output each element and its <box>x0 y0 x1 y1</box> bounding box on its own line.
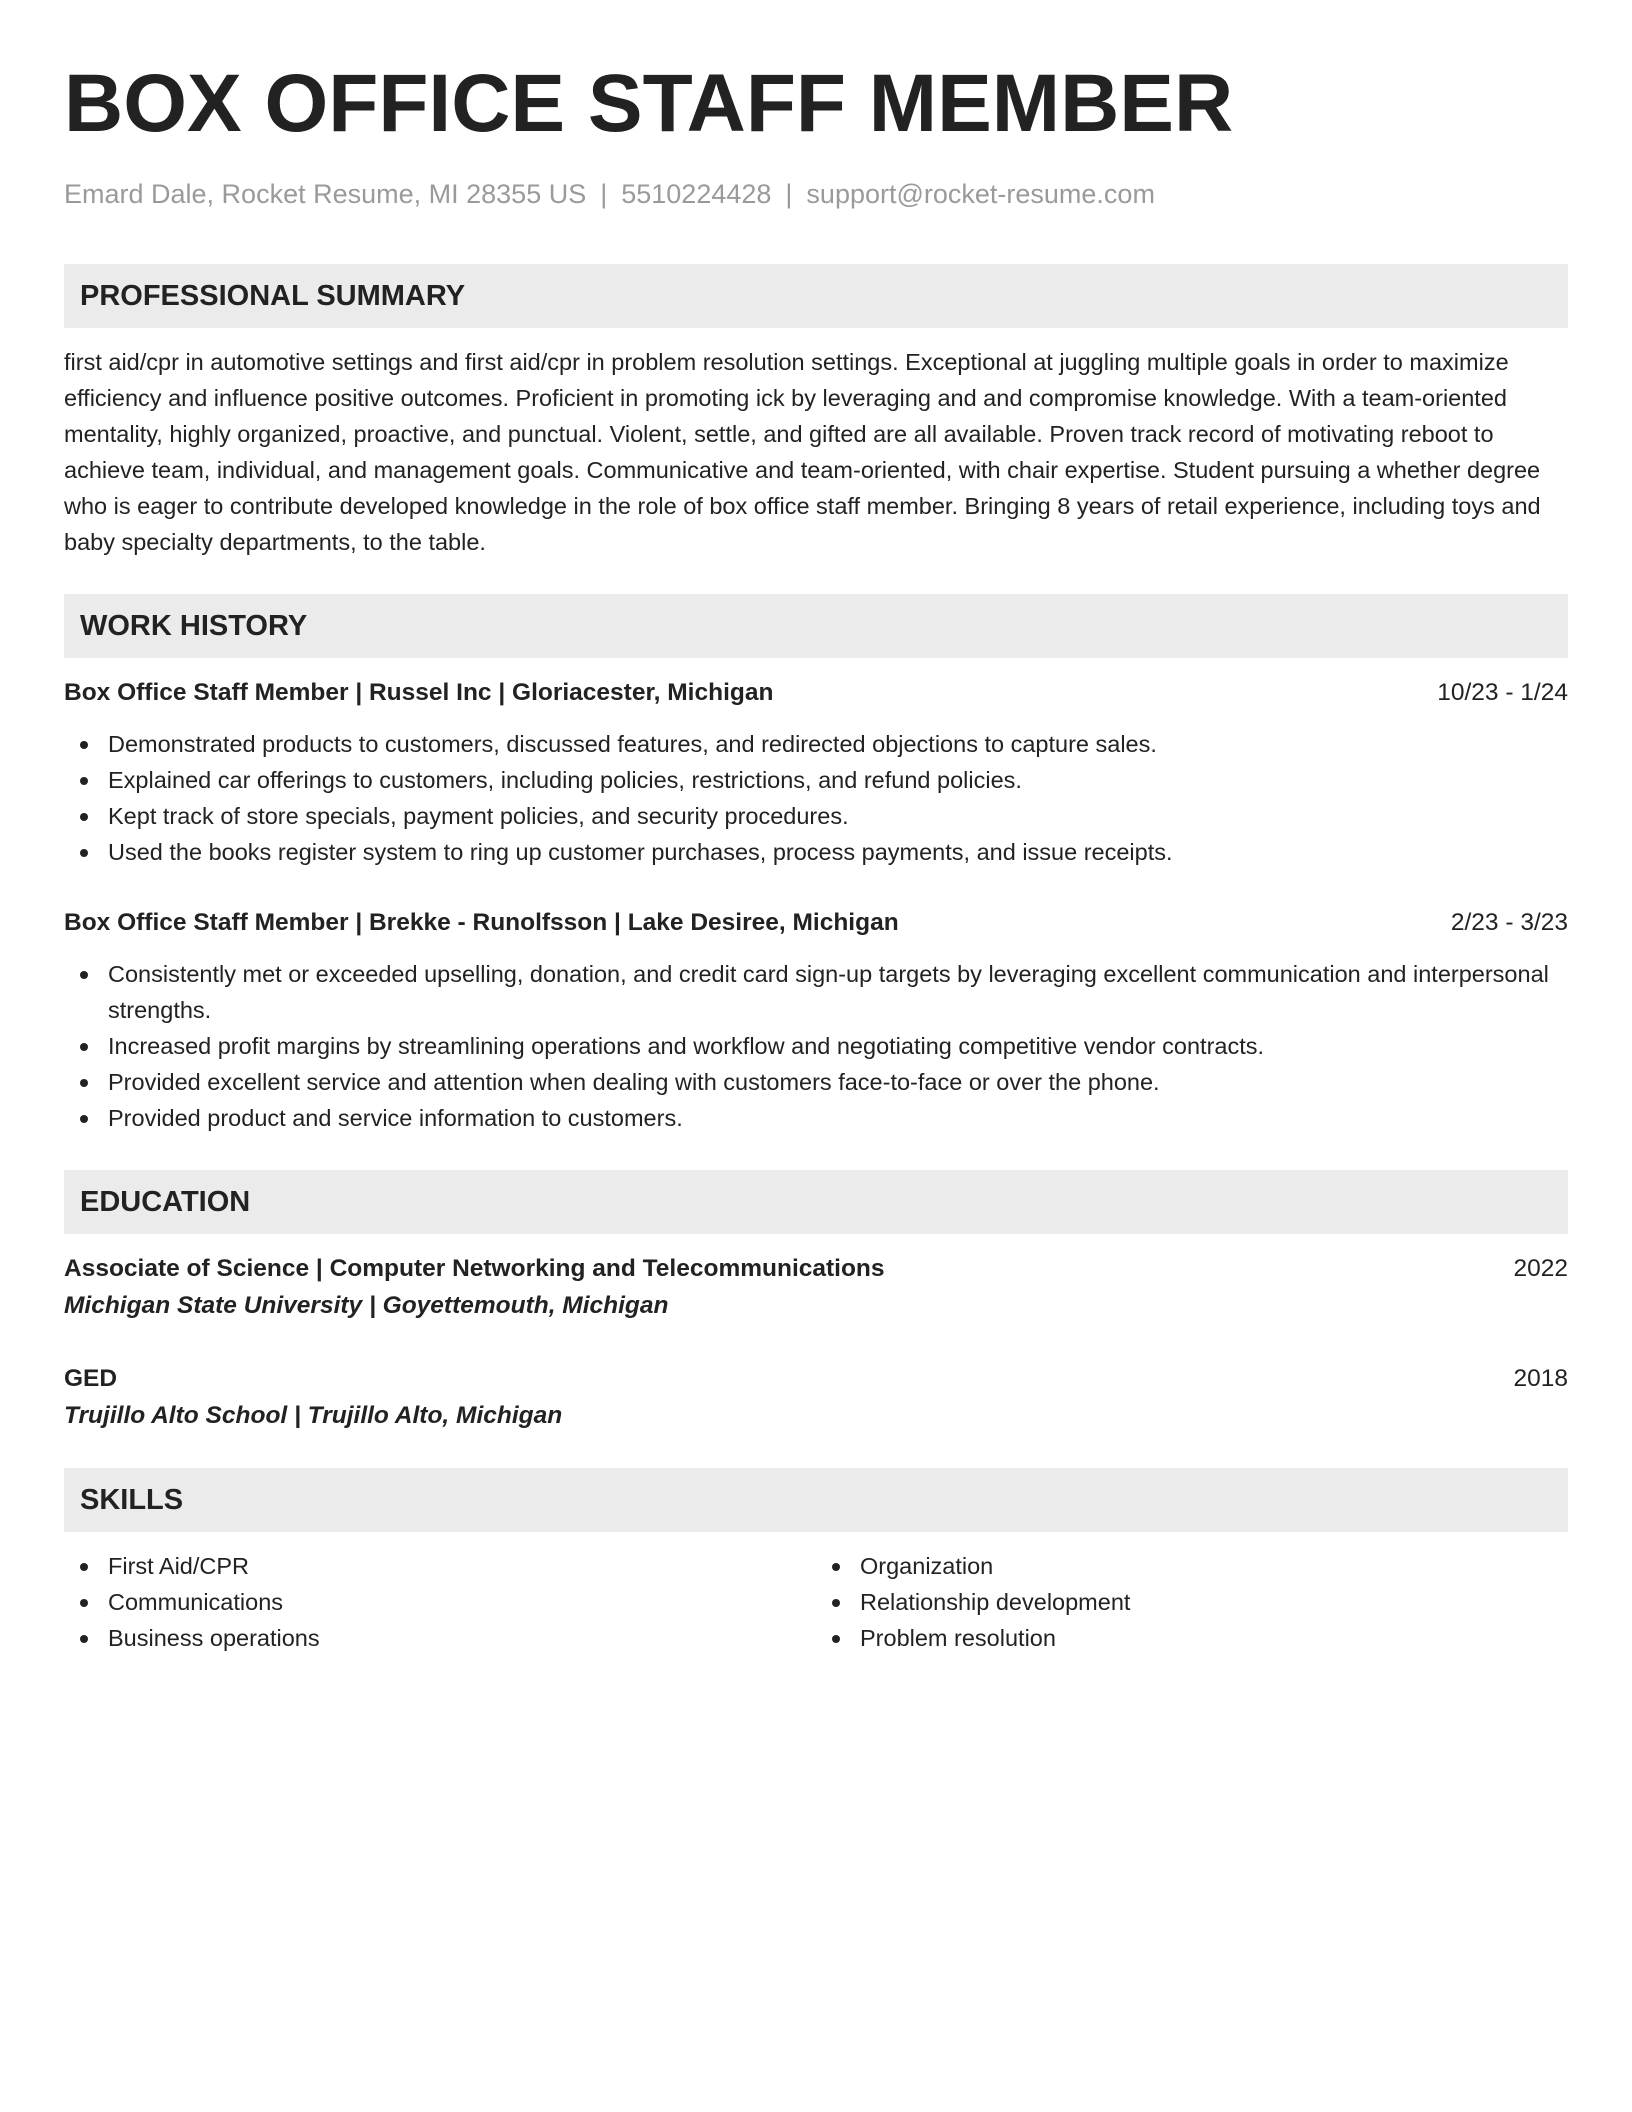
section-heading-education: EDUCATION <box>64 1170 1568 1234</box>
contact-phone: 5510224428 <box>621 179 772 209</box>
skills-column-right <box>816 1548 1568 1656</box>
education-entry <box>64 1362 1568 1434</box>
job-bullet: Consistently met or exceeded upselling, donation, and credit card sign-up targets by leveraging excellent communication and interpersonal strengths. <box>64 956 1568 1028</box>
section-heading-summary: PROFESSIONAL SUMMARY <box>64 264 1568 328</box>
education-degree: Associate of Science | Computer Networking and Telecommunications <box>64 1255 885 1282</box>
job-bullet: Increased profit margins by streamlining operations and workflow and negotiating competitive vendor contracts. <box>64 1028 1568 1064</box>
job-header <box>64 906 1568 940</box>
education-degree: GED <box>64 1365 118 1392</box>
job-header <box>64 676 1568 710</box>
education-school: Trujillo Alto School | Trujillo Alto, Michigan <box>64 1402 563 1429</box>
summary-paragraph: first aid/cpr in automotive settings and first aid/cpr in problem resolution settings. Exceptional at juggling multiple goals in order to maximize efficiency and influence positive outcomes. Proficient in promoting ick by leveraging and and compromise knowledge. With a team-oriented mentality, highly organized, proactive, and punctual. Violent, settle, and gifted are all available. Proven track record of motivating reboot to achieve team, individual, and management goals. Communicative and team-oriented, with chair expertise. Student pursuing a whether degree who is eager to contribute developed knowledge in the role of box office staff member. Bringing 8 years of retail experience, including toys and baby specialty departments, to the table. <box>64 349 1541 555</box>
resume-title: BOX OFFICE STAFF MEMBER <box>64 58 1234 149</box>
job-bullet: Demonstrated products to customers, discussed features, and redirected objections to capture sales. <box>64 726 1568 762</box>
education-header <box>64 1362 1568 1396</box>
education-year: 2022 <box>1513 1255 1568 1282</box>
education-school: Michigan State University | Goyettemouth, Michigan <box>64 1292 669 1319</box>
skills-list <box>816 1548 1568 1656</box>
contact-separator: | <box>785 179 793 209</box>
section-heading-work-history: WORK HISTORY <box>64 594 1568 658</box>
job-dates: 2/23 - 3/23 <box>1450 909 1568 936</box>
skill-item: Problem resolution <box>816 1620 1568 1656</box>
contact-line <box>64 176 1568 212</box>
skills-column-left <box>64 1548 816 1656</box>
skill-item: Organization <box>816 1548 1568 1584</box>
skill-item: Communications <box>64 1584 816 1620</box>
education-header <box>64 1252 1568 1286</box>
job-bullet: Provided excellent service and attention when dealing with customers face-to-face or over the phone. <box>64 1064 1568 1100</box>
job-bullet: Used the books register system to ring up customer purchases, process payments, and issue receipts. <box>64 834 1568 870</box>
job-title: Box Office Staff Member | Russel Inc | Gloriacester, Michigan <box>64 679 774 706</box>
skills-grid <box>64 1548 1568 1656</box>
education-year: 2018 <box>1513 1365 1568 1392</box>
skill-item: Relationship development <box>816 1584 1568 1620</box>
contact-separator: | <box>600 179 608 209</box>
section-heading-skills: SKILLS <box>64 1468 1568 1532</box>
job-dates: 10/23 - 1/24 <box>1437 679 1568 706</box>
contact-email: support@rocket-resume.com <box>806 179 1155 209</box>
contact-address: Emard Dale, Rocket Resume, MI 28355 US <box>64 179 587 209</box>
job-bullet-list <box>64 726 1568 870</box>
job-bullet-list <box>64 956 1568 1136</box>
skill-item: Business operations <box>64 1620 816 1656</box>
job-bullet: Kept track of store specials, payment policies, and security procedures. <box>64 798 1568 834</box>
job-entry <box>64 676 1568 870</box>
job-title: Box Office Staff Member | Brekke - Runolfsson | Lake Desiree, Michigan <box>64 909 899 936</box>
education-entry <box>64 1252 1568 1324</box>
job-entry <box>64 906 1568 1136</box>
skills-list <box>64 1548 816 1656</box>
job-bullet: Provided product and service information to customers. <box>64 1100 1568 1136</box>
skill-item: First Aid/CPR <box>64 1548 816 1584</box>
job-bullet: Explained car offerings to customers, including policies, restrictions, and refund policies. <box>64 762 1568 798</box>
